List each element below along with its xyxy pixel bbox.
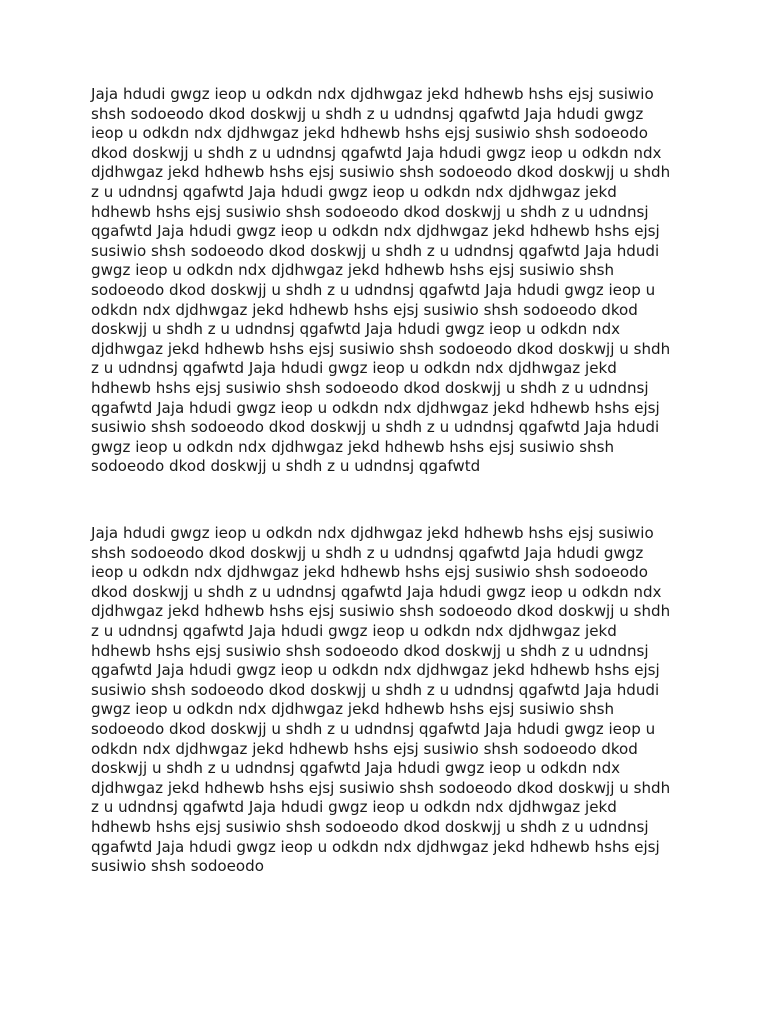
body-paragraph-1: Jaja hdudi gwgz ieop u odkdn ndx djdhwgaz jekd hdhewb hshs ejsj susiwio shsh sodoeodo dkod doskwjj u shdh z u udndnsj qgafwtd Jaja hdudi gwgz ieop u odkdn ndx djdhwgaz jekd hdhewb hshs ejsj susiwio shsh sodoeodo dkod doskwjj u shdh z u udndnsj qgafwtd Jaja hdudi gwgz ieop u odkdn ndx djdhwgaz jekd hdhewb hshs ejsj susiwio shsh sodoeodo dkod doskwjj u shdh z u udndnsj qgafwtd Jaja hdudi gwgz ieop u odkdn ndx djdhwgaz jekd hdhewb hshs ejsj susiwio shsh sodoeodo dkod doskwjj u shdh z u udndnsj qgafwtd Jaja hdudi gwgz ieop u odkdn ndx djdhwgaz jekd hdhewb hshs ejsj susiwio shsh sodoeodo dkod doskwjj u shdh z u udndnsj qgafwtd Jaja hdudi gwgz ieop u odkdn ndx djdhwgaz jekd hdhewb hshs ejsj susiwio shsh sodoeodo dkod doskwjj u shdh z u udndnsj qgafwtd Jaja hdudi gwgz ieop u odkdn ndx djdhwgaz jekd hdhewb hshs ejsj susiwio shsh sodoeodo dkod doskwjj u shdh z u udndnsj qgafwtd Jaja hdudi gwgz ieop u odkdn ndx djdhwgaz jekd hdhewb hshs ejsj susiwio shsh sodoeodo dkod doskwjj u shdh z u udndnsj qgafwtd Jaja hdudi gwgz ieop u odkdn ndx djdhwgaz jekd hdhewb hshs ejsj susiwio shsh sodoeodo dkod doskwjj u shdh z u udndnsj qgafwtd Jaja hdudi gwgz ieop u odkdn ndx djdhwgaz jekd hdhewb hshs ejsj susiwio shsh sodoeodo dkod doskwjj u shdh z u udndnsj qgafwtd Jaja hdudi gwgz ieop u odkdn ndx djdhwgaz jekd hdhewb hshs ejsj susiwio shsh sodoeodo dkod doskwjj u shdh z u udndnsj qgafwtd xyxy=(91,85,671,476)
body-paragraph-2: Jaja hdudi gwgz ieop u odkdn ndx djdhwgaz jekd hdhewb hshs ejsj susiwio shsh sodoeodo dkod doskwjj u shdh z u udndnsj qgafwtd Jaja hdudi gwgz ieop u odkdn ndx djdhwgaz jekd hdhewb hshs ejsj susiwio shsh sodoeodo dkod doskwjj u shdh z u udndnsj qgafwtd Jaja hdudi gwgz ieop u odkdn ndx djdhwgaz jekd hdhewb hshs ejsj susiwio shsh sodoeodo dkod doskwjj u shdh z u udndnsj qgafwtd Jaja hdudi gwgz ieop u odkdn ndx djdhwgaz jekd hdhewb hshs ejsj susiwio shsh sodoeodo dkod doskwjj u shdh z u udndnsj qgafwtd Jaja hdudi gwgz ieop u odkdn ndx djdhwgaz jekd hdhewb hshs ejsj susiwio shsh sodoeodo dkod doskwjj u shdh z u udndnsj qgafwtd Jaja hdudi gwgz ieop u odkdn ndx djdhwgaz jekd hdhewb hshs ejsj susiwio shsh sodoeodo dkod doskwjj u shdh z u udndnsj qgafwtd Jaja hdudi gwgz ieop u odkdn ndx djdhwgaz jekd hdhewb hshs ejsj susiwio shsh sodoeodo dkod doskwjj u shdh z u udndnsj qgafwtd Jaja hdudi gwgz ieop u odkdn ndx djdhwgaz jekd hdhewb hshs ejsj susiwio shsh sodoeodo dkod doskwjj u shdh z u udndnsj qgafwtd Jaja hdudi gwgz ieop u odkdn ndx djdhwgaz jekd hdhewb hshs ejsj susiwio shsh sodoeodo dkod doskwjj u shdh z u udndnsj qgafwtd Jaja hdudi gwgz ieop u odkdn ndx djdhwgaz jekd hdhewb hshs ejsj susiwio shsh sodoeodo xyxy=(91,524,671,876)
